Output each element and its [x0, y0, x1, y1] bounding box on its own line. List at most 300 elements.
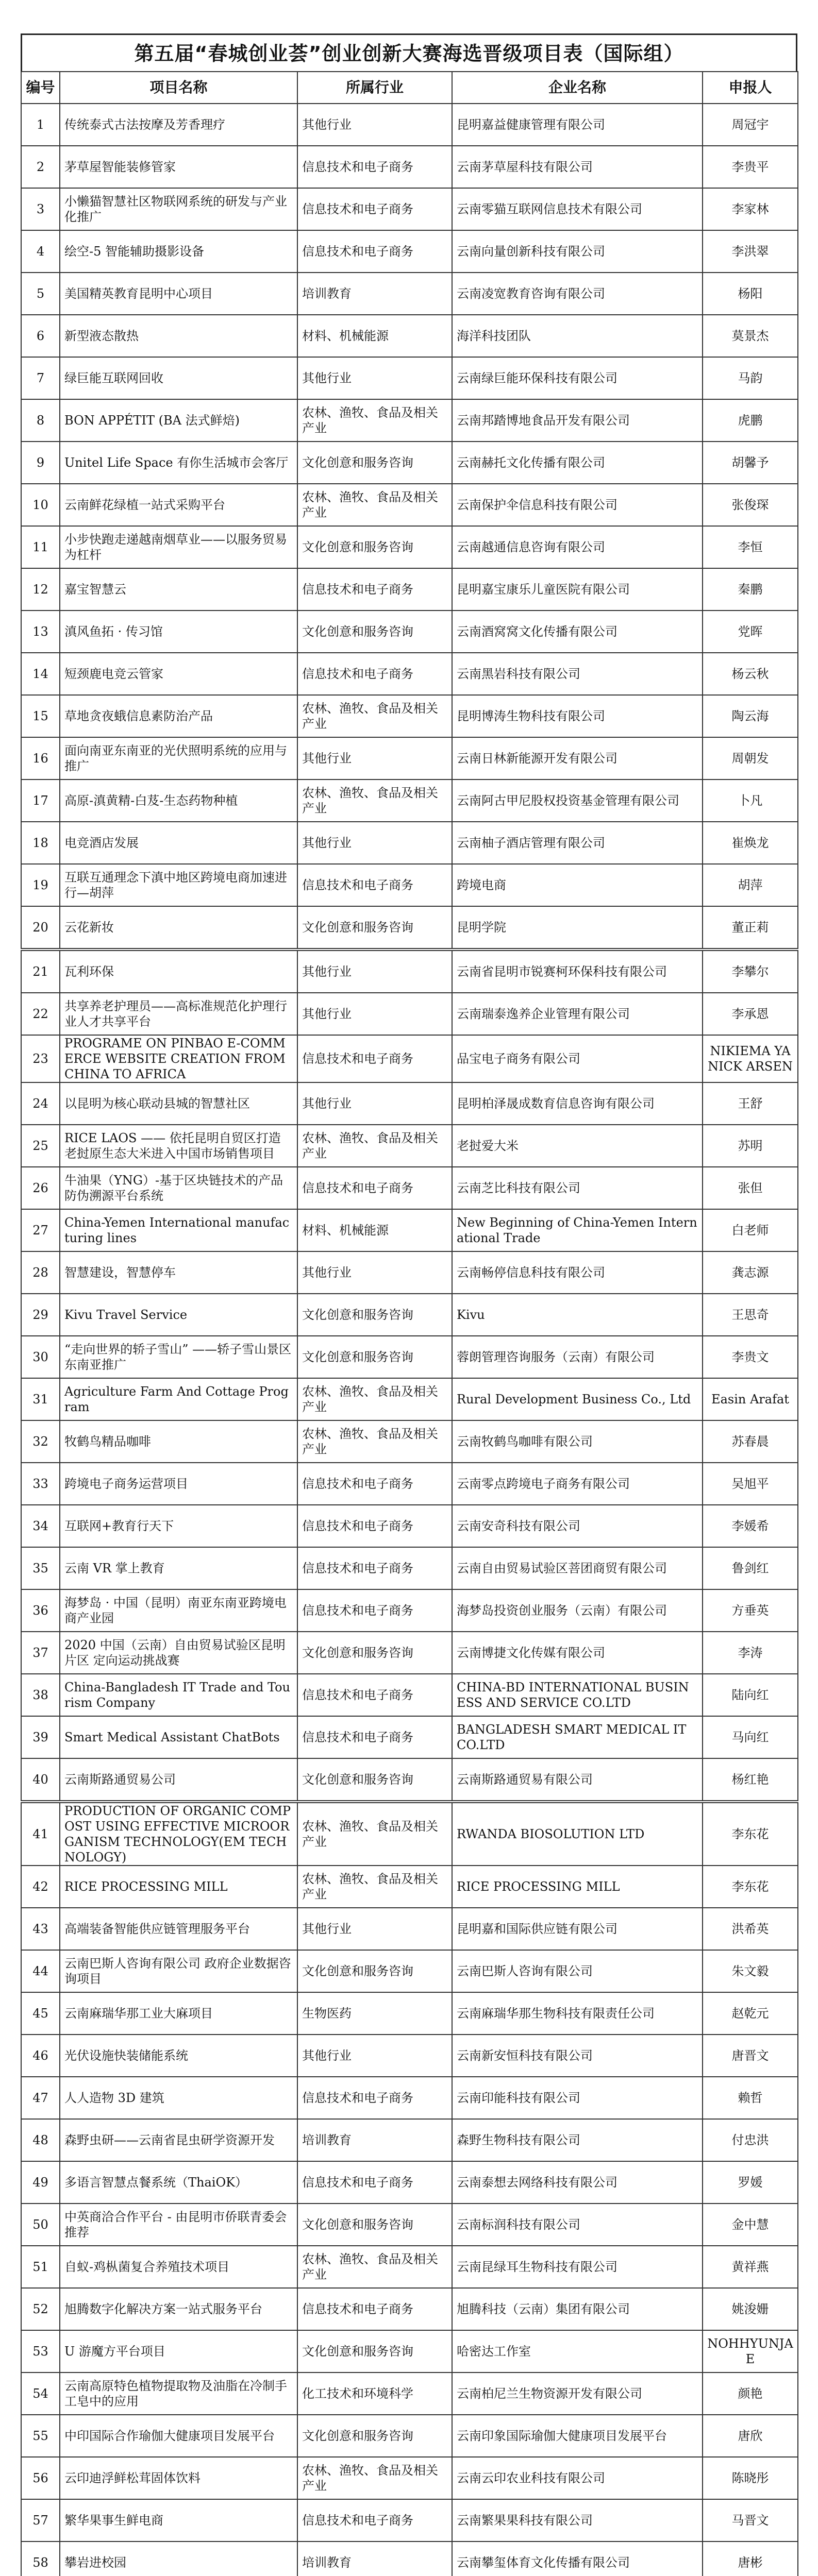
table-row	[21, 1866, 798, 1908]
cell-project-name: 光伏设施快装储能系统	[60, 2035, 297, 2077]
cell-number: 9	[21, 442, 60, 484]
cell-industry: 农林、渔牧、食品及相关产业	[297, 779, 452, 822]
table-row	[21, 2204, 798, 2246]
table-row	[21, 2077, 798, 2119]
table-row	[21, 1505, 798, 1547]
cell-applicant: 赵乾元	[703, 1992, 798, 2035]
cell-industry: 文化创意和服务咨询	[297, 442, 452, 484]
cell-company-name: 云南酒窝窝文化传播有限公司	[452, 611, 703, 653]
cell-project-name: 旭腾数字化解决方案一站式服务平台	[60, 2288, 297, 2330]
cell-industry: 其他行业	[297, 1908, 452, 1950]
cell-company-name: BANGLADESH SMART MEDICAL IT CO.LTD	[452, 1716, 703, 1758]
cell-company-name: 旭腾科技（云南）集团有限公司	[452, 2288, 703, 2330]
cell-project-name: 电竞酒店发展	[60, 822, 297, 864]
cell-industry: 培训教育	[297, 273, 452, 315]
cell-industry: 农林、渔牧、食品及相关产业	[297, 484, 452, 526]
cell-company-name: 云南印象国际瑜伽大健康项目发展平台	[452, 2415, 703, 2457]
table-row	[21, 822, 798, 864]
cell-industry: 信息技术和电子商务	[297, 230, 452, 273]
cell-applicant: 张但	[703, 1167, 798, 1209]
cell-project-name: 面向南亚东南亚的光伏照明系统的应用与推广	[60, 737, 297, 779]
cell-project-name: 绘空-5 智能辅助摄影设备	[60, 230, 297, 273]
cell-applicant: 党晖	[703, 611, 798, 653]
cell-applicant: 李贵文	[703, 1336, 798, 1378]
cell-applicant: 罗媛	[703, 2161, 798, 2204]
cell-applicant: 周朝发	[703, 737, 798, 779]
cell-applicant: NIKIEMA YANICK ARSEN	[703, 1035, 798, 1082]
cell-applicant: 唐欣	[703, 2415, 798, 2457]
cell-industry: 信息技术和电子商务	[297, 2077, 452, 2119]
cell-company-name: 云南云印农业科技有限公司	[452, 2457, 703, 2499]
cell-company-name: 跨境电商	[452, 864, 703, 906]
cell-number: 13	[21, 611, 60, 653]
cell-number: 28	[21, 1251, 60, 1294]
table-row	[21, 2499, 798, 2541]
cell-project-name: 绿巨能互联网回收	[60, 357, 297, 399]
cell-applicant: 周冠宇	[703, 104, 798, 146]
cell-industry: 文化创意和服务咨询	[297, 1632, 452, 1674]
cell-company-name: RWANDA BIOSOLUTION LTD	[452, 1802, 703, 1866]
cell-company-name: 昆明博涛生物科技有限公司	[452, 695, 703, 737]
cell-industry: 材料、机械能源	[297, 315, 452, 357]
cell-number: 53	[21, 2330, 60, 2372]
cell-applicant: 李东花	[703, 1802, 798, 1866]
cell-industry: 农林、渔牧、食品及相关产业	[297, 1866, 452, 1908]
cell-industry: 文化创意和服务咨询	[297, 1758, 452, 1802]
cell-number: 25	[21, 1125, 60, 1167]
cell-company-name: 云南柏尼兰生物资源开发有限公司	[452, 2372, 703, 2415]
table-row	[21, 2161, 798, 2204]
cell-project-name: 牧鹤鸟精品咖啡	[60, 1420, 297, 1463]
cell-number: 24	[21, 1082, 60, 1125]
cell-applicant: 李攀尔	[703, 950, 798, 993]
cell-industry: 农林、渔牧、食品及相关产业	[297, 399, 452, 442]
cell-company-name: 云南畅停信息科技有限公司	[452, 1251, 703, 1294]
cell-number: 11	[21, 526, 60, 568]
cell-number: 52	[21, 2288, 60, 2330]
cell-number: 42	[21, 1866, 60, 1908]
cell-applicant: 陈晓彤	[703, 2457, 798, 2499]
cell-company-name: 云南巴斯人咨询有限公司	[452, 1950, 703, 1992]
cell-project-name: RICE LAOS —— 依托昆明自贸区打造老挝原生态大米进入中国市场销售项目	[60, 1125, 297, 1167]
table-header-row	[21, 72, 798, 104]
cell-company-name: 云南博捷文化传媒有限公司	[452, 1632, 703, 1674]
cell-project-name: 嘉宝智慧云	[60, 568, 297, 611]
cell-project-name: 滇风鱼拓 · 传习馆	[60, 611, 297, 653]
cell-applicant: 杨红艳	[703, 1758, 798, 1802]
cell-company-name: 云南标润科技有限公司	[452, 2204, 703, 2246]
cell-applicant: 李家林	[703, 188, 798, 230]
cell-project-name: 中印国际合作瑜伽大健康项目发展平台	[60, 2415, 297, 2457]
table-row	[21, 146, 798, 188]
table-row	[21, 1125, 798, 1167]
cell-project-name: 多语言智慧点餐系统（ThaiOK）	[60, 2161, 297, 2204]
cell-industry: 信息技术和电子商务	[297, 1589, 452, 1632]
cell-number: 48	[21, 2119, 60, 2161]
cell-number: 37	[21, 1632, 60, 1674]
cell-industry: 其他行业	[297, 950, 452, 993]
table-row	[21, 695, 798, 737]
cell-number: 50	[21, 2204, 60, 2246]
cell-company-name: 云南邦踏博地食品开发有限公司	[452, 399, 703, 442]
cell-industry: 其他行业	[297, 357, 452, 399]
cell-number: 1	[21, 104, 60, 146]
cell-company-name: 云南阿古甲尼股权投资基金管理有限公司	[452, 779, 703, 822]
cell-number: 49	[21, 2161, 60, 2204]
cell-project-name: BON APPÉTIT (BA 法式鲜焙)	[60, 399, 297, 442]
cell-applicant: 朱文毅	[703, 1950, 798, 1992]
cell-applicant: 李洪翠	[703, 230, 798, 273]
cell-applicant: 李东花	[703, 1866, 798, 1908]
cell-company-name: 昆明嘉和国际供应链有限公司	[452, 1908, 703, 1950]
cell-industry: 文化创意和服务咨询	[297, 611, 452, 653]
cell-industry: 生物医药	[297, 1992, 452, 2035]
cell-industry: 农林、渔牧、食品及相关产业	[297, 1420, 452, 1463]
table-row	[21, 2288, 798, 2330]
cell-industry: 文化创意和服务咨询	[297, 2204, 452, 2246]
cell-industry: 农林、渔牧、食品及相关产业	[297, 695, 452, 737]
cell-number: 56	[21, 2457, 60, 2499]
cell-industry: 文化创意和服务咨询	[297, 2415, 452, 2457]
table-row	[21, 399, 798, 442]
cell-industry: 信息技术和电子商务	[297, 1547, 452, 1589]
cell-industry: 培训教育	[297, 2541, 452, 2576]
cell-project-name: 攀岩进校园	[60, 2541, 297, 2576]
cell-industry: 培训教育	[297, 2119, 452, 2161]
cell-project-name: 小步快跑走递越南烟草业——以服务贸易为杠杆	[60, 526, 297, 568]
cell-company-name: 云南斯路通贸易有限公司	[452, 1758, 703, 1802]
cell-company-name: 昆明嘉宝康乐儿童医院有限公司	[452, 568, 703, 611]
cell-company-name: 云南新安恒科技有限公司	[452, 2035, 703, 2077]
table-row	[21, 1251, 798, 1294]
cell-industry: 信息技术和电子商务	[297, 1035, 452, 1082]
table-row	[21, 1950, 798, 1992]
cell-project-name: U 游魔方平台项目	[60, 2330, 297, 2372]
cell-project-name: 云南巴斯人咨询有限公司 政府企业数据咨询项目	[60, 1950, 297, 1992]
cell-industry: 农林、渔牧、食品及相关产业	[297, 2457, 452, 2499]
table-row	[21, 568, 798, 611]
cell-project-name: 高原-滇黄精-白芨-生态药物种植	[60, 779, 297, 822]
project-table	[21, 71, 798, 2576]
cell-number: 3	[21, 188, 60, 230]
cell-industry: 信息技术和电子商务	[297, 146, 452, 188]
cell-company-name: 云南泰想去网络科技有限公司	[452, 2161, 703, 2204]
cell-applicant: 王思奇	[703, 1294, 798, 1336]
cell-applicant: 虎鹏	[703, 399, 798, 442]
cell-project-name: 云南麻瑞华那工业大麻项目	[60, 1992, 297, 2035]
cell-applicant: 李承恩	[703, 993, 798, 1035]
cell-project-name: RICE PROCESSING MILL	[60, 1866, 297, 1908]
cell-company-name: 云南麻瑞华那生物科技有限责任公司	[452, 1992, 703, 2035]
cell-number: 17	[21, 779, 60, 822]
cell-company-name: 蓉朗管理咨询服务（云南）有限公司	[452, 1336, 703, 1378]
cell-industry: 信息技术和电子商务	[297, 2161, 452, 2204]
cell-project-name: 自蚁-鸡枞菌复合养殖技术项目	[60, 2246, 297, 2288]
cell-industry: 信息技术和电子商务	[297, 1716, 452, 1758]
table-row	[21, 950, 798, 993]
cell-company-name: 海洋科技团队	[452, 315, 703, 357]
table-row	[21, 2246, 798, 2288]
cell-applicant: 赖哲	[703, 2077, 798, 2119]
cell-industry: 农林、渔牧、食品及相关产业	[297, 2246, 452, 2288]
table-row	[21, 653, 798, 695]
cell-industry: 信息技术和电子商务	[297, 2499, 452, 2541]
cell-number: 46	[21, 2035, 60, 2077]
cell-industry: 信息技术和电子商务	[297, 1674, 452, 1716]
cell-project-name: 云花新妆	[60, 906, 297, 950]
cell-company-name: New Beginning of China-Yemen International Trade	[452, 1209, 703, 1251]
cell-number: 40	[21, 1758, 60, 1802]
cell-industry: 信息技术和电子商务	[297, 1463, 452, 1505]
cell-industry: 农林、渔牧、食品及相关产业	[297, 1125, 452, 1167]
cell-project-name: Agriculture Farm And Cottage Program	[60, 1378, 297, 1420]
cell-company-name: 云南黑岩科技有限公司	[452, 653, 703, 695]
cell-project-name: 传统泰式古法按摩及芳香理疗	[60, 104, 297, 146]
header-number: 编号	[21, 72, 60, 104]
cell-industry: 信息技术和电子商务	[297, 864, 452, 906]
cell-industry: 其他行业	[297, 993, 452, 1035]
cell-industry: 化工技术和环境科学	[297, 2372, 452, 2415]
table-row	[21, 1908, 798, 1950]
cell-applicant: 陶云海	[703, 695, 798, 737]
cell-project-name: 森野虫研——云南省昆虫研学资源开发	[60, 2119, 297, 2161]
cell-applicant: 卜凡	[703, 779, 798, 822]
cell-industry: 信息技术和电子商务	[297, 2288, 452, 2330]
cell-applicant: 姚浚姗	[703, 2288, 798, 2330]
table-row	[21, 1674, 798, 1716]
cell-industry: 其他行业	[297, 822, 452, 864]
cell-company-name: 云南牧鹤鸟咖啡有限公司	[452, 1420, 703, 1463]
cell-applicant: NOHHYUNJAE	[703, 2330, 798, 2372]
cell-number: 54	[21, 2372, 60, 2415]
table-row	[21, 2035, 798, 2077]
cell-number: 2	[21, 146, 60, 188]
cell-industry: 信息技术和电子商务	[297, 568, 452, 611]
cell-applicant: 李恒	[703, 526, 798, 568]
cell-number: 34	[21, 1505, 60, 1547]
cell-number: 4	[21, 230, 60, 273]
cell-project-name: 牛油果（YNG）-基于区块链技术的产品防伪溯源平台系统	[60, 1167, 297, 1209]
cell-company-name: 云南越通信息咨询有限公司	[452, 526, 703, 568]
table-row	[21, 737, 798, 779]
cell-project-name: 互联互通理念下滇中地区跨境电商加速进行—胡萍	[60, 864, 297, 906]
table-row	[21, 2119, 798, 2161]
cell-applicant: 杨阳	[703, 273, 798, 315]
cell-applicant: 唐晋文	[703, 2035, 798, 2077]
cell-applicant: 崔焕龙	[703, 822, 798, 864]
cell-company-name: 云南茅草屋科技有限公司	[452, 146, 703, 188]
table-row	[21, 526, 798, 568]
table-row	[21, 2457, 798, 2499]
cell-number: 22	[21, 993, 60, 1035]
cell-number: 8	[21, 399, 60, 442]
cell-industry: 其他行业	[297, 1082, 452, 1125]
cell-project-name: PRODUCTION OF ORGANIC COMPOST USING EFFECTIVE MICROORGANISM TECHNOLOGY(EM TECHNOLOGY)	[60, 1802, 297, 1866]
cell-industry: 文化创意和服务咨询	[297, 1294, 452, 1336]
cell-industry: 文化创意和服务咨询	[297, 2330, 452, 2372]
cell-applicant: Easin Arafat	[703, 1378, 798, 1420]
cell-applicant: 陆向红	[703, 1674, 798, 1716]
cell-project-name: 云南高原特色植物提取物及油脂在冷制手工皂中的应用	[60, 2372, 297, 2415]
cell-company-name: RICE PROCESSING MILL	[452, 1866, 703, 1908]
cell-number: 6	[21, 315, 60, 357]
table-row	[21, 1547, 798, 1589]
cell-project-name: 美国精英教育昆明中心项目	[60, 273, 297, 315]
cell-number: 41	[21, 1802, 60, 1866]
cell-applicant: 莫景杰	[703, 315, 798, 357]
cell-company-name: 云南赫托文化传播有限公司	[452, 442, 703, 484]
cell-company-name: 云南绿巨能环保科技有限公司	[452, 357, 703, 399]
table-row	[21, 1209, 798, 1251]
table-row	[21, 1336, 798, 1378]
cell-applicant: 张俊琛	[703, 484, 798, 526]
cell-number: 35	[21, 1547, 60, 1589]
cell-industry: 信息技术和电子商务	[297, 653, 452, 695]
cell-applicant: 龚志源	[703, 1251, 798, 1294]
table-row	[21, 2415, 798, 2457]
cell-number: 29	[21, 1294, 60, 1336]
cell-number: 14	[21, 653, 60, 695]
cell-number: 10	[21, 484, 60, 526]
cell-number: 55	[21, 2415, 60, 2457]
cell-project-name: 草地贪夜蛾信息素防治产品	[60, 695, 297, 737]
cell-industry: 信息技术和电子商务	[297, 1167, 452, 1209]
cell-project-name: 云印迪浮鲜松茸固体饮料	[60, 2457, 297, 2499]
table-row	[21, 1992, 798, 2035]
cell-project-name: 以昆明为核心联动县城的智慧社区	[60, 1082, 297, 1125]
cell-industry: 信息技术和电子商务	[297, 188, 452, 230]
cell-number: 58	[21, 2541, 60, 2576]
cell-applicant: 吴旭平	[703, 1463, 798, 1505]
cell-applicant: 颜艳	[703, 2372, 798, 2415]
header-applicant: 申报人	[703, 72, 798, 104]
cell-number: 23	[21, 1035, 60, 1082]
cell-number: 20	[21, 906, 60, 950]
cell-industry: 文化创意和服务咨询	[297, 1950, 452, 1992]
cell-industry: 文化创意和服务咨询	[297, 906, 452, 950]
table-row	[21, 1463, 798, 1505]
cell-company-name: 品宝电子商务有限公司	[452, 1035, 703, 1082]
header-project-name: 项目名称	[60, 72, 297, 104]
cell-company-name: 哈密达工作室	[452, 2330, 703, 2372]
cell-project-name: 高端装备智能供应链管理服务平台	[60, 1908, 297, 1950]
cell-project-name: 繁华果事生鲜电商	[60, 2499, 297, 2541]
cell-company-name: 云南昆绿耳生物科技有限公司	[452, 2246, 703, 2288]
cell-project-name: 共享养老护理员——高标准规范化护理行业人才共享平台	[60, 993, 297, 1035]
table-row	[21, 906, 798, 950]
cell-industry: 农林、渔牧、食品及相关产业	[297, 1378, 452, 1420]
sheet-title: 第五届“春城创业荟”创业创新大赛海选晋级项目表（国际组）	[21, 33, 797, 71]
cell-applicant: 马晋文	[703, 2499, 798, 2541]
cell-industry: 文化创意和服务咨询	[297, 1336, 452, 1378]
cell-company-name: 云南芝比科技有限公司	[452, 1167, 703, 1209]
cell-applicant: 胡馨予	[703, 442, 798, 484]
cell-number: 51	[21, 2246, 60, 2288]
table-row	[21, 1589, 798, 1632]
cell-project-name: 云南鲜花绿植一站式采购平台	[60, 484, 297, 526]
cell-project-name: PROGRAME ON PINBAO E-COMMERCE WEBSITE CREATION FROM CHINA TO AFRICA	[60, 1035, 297, 1082]
cell-project-name: 云南 VR 掌上教育	[60, 1547, 297, 1589]
table-row	[21, 188, 798, 230]
table-row	[21, 1294, 798, 1336]
cell-number: 31	[21, 1378, 60, 1420]
cell-company-name: 云南日林新能源开发有限公司	[452, 737, 703, 779]
cell-company-name: 海梦岛投资创业服务（云南）有限公司	[452, 1589, 703, 1632]
cell-number: 45	[21, 1992, 60, 2035]
cell-company-name: 云南自由贸易试验区菩团商贸有限公司	[452, 1547, 703, 1589]
table-row	[21, 442, 798, 484]
cell-applicant: 胡萍	[703, 864, 798, 906]
cell-project-name: 互联网+教育行天下	[60, 1505, 297, 1547]
cell-industry: 其他行业	[297, 737, 452, 779]
cell-project-name: 新型液态散热	[60, 315, 297, 357]
cell-project-name: 海梦岛 · 中国（昆明）南亚东南亚跨境电商产业园	[60, 1589, 297, 1632]
cell-project-name: 云南斯路通贸易公司	[60, 1758, 297, 1802]
cell-applicant: 马韵	[703, 357, 798, 399]
cell-applicant: 李媛希	[703, 1505, 798, 1547]
cell-industry: 文化创意和服务咨询	[297, 526, 452, 568]
cell-applicant: 鲁剑红	[703, 1547, 798, 1589]
cell-applicant: 金中慧	[703, 2204, 798, 2246]
cell-company-name: 昆明柏泽晟成数育信息咨询有限公司	[452, 1082, 703, 1125]
cell-number: 26	[21, 1167, 60, 1209]
cell-project-name: Kivu Travel Service	[60, 1294, 297, 1336]
cell-applicant: 王舒	[703, 1082, 798, 1125]
table-row	[21, 1167, 798, 1209]
cell-company-name: 云南繁果果科技有限公司	[452, 2499, 703, 2541]
table-row	[21, 611, 798, 653]
cell-applicant: 李贵平	[703, 146, 798, 188]
cell-applicant: 李涛	[703, 1632, 798, 1674]
cell-project-name: 短颈鹿电竞云管家	[60, 653, 297, 695]
cell-project-name: “走向世界的轿子雪山” ——轿子雪山景区东南亚推广	[60, 1336, 297, 1378]
cell-company-name: 云南印能科技有限公司	[452, 2077, 703, 2119]
project-sheet	[21, 33, 797, 2576]
cell-applicant: 董正莉	[703, 906, 798, 950]
header-company-name: 企业名称	[452, 72, 703, 104]
cell-industry: 其他行业	[297, 1251, 452, 1294]
cell-number: 27	[21, 1209, 60, 1251]
cell-project-name: Unitel Life Space 有你生活城市会客厅	[60, 442, 297, 484]
cell-company-name: 云南柚子酒店管理有限公司	[452, 822, 703, 864]
cell-industry: 其他行业	[297, 2035, 452, 2077]
cell-applicant: 黄祥燕	[703, 2246, 798, 2288]
cell-number: 43	[21, 1908, 60, 1950]
cell-number: 5	[21, 273, 60, 315]
table-row	[21, 1035, 798, 1082]
table-row	[21, 315, 798, 357]
cell-number: 16	[21, 737, 60, 779]
cell-project-name: 2020 中国（云南）自由贸易试验区昆明片区 定向运动挑战赛	[60, 1632, 297, 1674]
cell-number: 44	[21, 1950, 60, 1992]
cell-applicant: 苏明	[703, 1125, 798, 1167]
cell-industry: 材料、机械能源	[297, 1209, 452, 1251]
table-row	[21, 484, 798, 526]
cell-number: 15	[21, 695, 60, 737]
cell-applicant: 方垂英	[703, 1589, 798, 1632]
cell-project-name: 人人造物 3D 建筑	[60, 2077, 297, 2119]
cell-company-name: 云南省昆明市锐赛柯环保科技有限公司	[452, 950, 703, 993]
table-row	[21, 993, 798, 1035]
cell-number: 36	[21, 1589, 60, 1632]
table-row	[21, 1632, 798, 1674]
cell-number: 30	[21, 1336, 60, 1378]
cell-number: 39	[21, 1716, 60, 1758]
cell-project-name: 茅草屋智能装修管家	[60, 146, 297, 188]
table-row	[21, 104, 798, 146]
cell-company-name: 云南零猫互联网信息技术有限公司	[452, 188, 703, 230]
table-row	[21, 1378, 798, 1420]
